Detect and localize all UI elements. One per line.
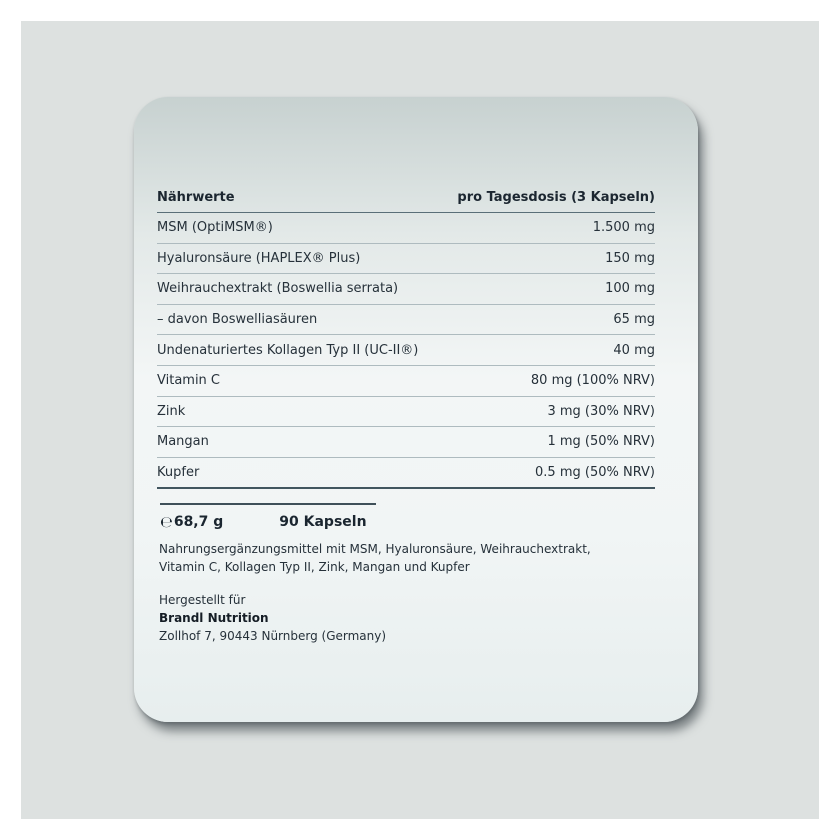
nutrient-amount: 80 mg (100% NRV) [530, 373, 655, 389]
package-info [160, 513, 367, 531]
nutrient-amount: 0.5 mg (50% NRV) [535, 465, 655, 481]
description-line: Vitamin C, Kollagen Typ II, Zink, Mangan und Kupfer [159, 560, 470, 574]
nutrient-name: Weihrauchextrakt (Boswellia serrata) [157, 281, 399, 297]
nutrient-amount: 65 mg [613, 312, 655, 328]
nutrient-name: – davon Boswelliasäuren [157, 312, 318, 328]
table-row [157, 397, 655, 428]
manufacturer-block [159, 591, 386, 645]
estimated-sign-icon: ℮ [160, 513, 173, 531]
table-row [157, 244, 655, 275]
manufactured-for-label: Hergestellt für [159, 593, 246, 607]
capsule-count: 90 Kapseln [279, 514, 367, 530]
nutrient-name: Hyaluronsäure (HAPLEX® Plus) [157, 250, 361, 266]
divider-rule [160, 503, 376, 505]
company-address: Zollhof 7, 90443 Nürnberg (Germany) [159, 629, 387, 643]
table-row [157, 427, 655, 458]
nutrient-amount: 150 mg [605, 250, 655, 266]
net-weight: 68,7 g [173, 514, 224, 530]
nutrient-name: MSM (OptiMSM®) [157, 220, 273, 236]
table-row [157, 458, 655, 490]
header-daily-dose: pro Tagesdosis (3 Kapseln) [457, 189, 655, 205]
nutrient-amount: 3 mg (30% NRV) [547, 403, 655, 419]
nutrient-name: Zink [157, 403, 186, 419]
table-row [157, 335, 655, 366]
nutrient-name: Mangan [157, 434, 209, 450]
nutrient-amount: 1.500 mg [592, 220, 655, 236]
header-nutrients: Nährwerte [157, 189, 235, 205]
description-line: Nahrungsergänzungsmittel mit MSM, Hyaluronsäure, Weihrauchextrakt, [159, 542, 591, 556]
product-description [159, 540, 659, 576]
nutrient-amount: 1 mg (50% NRV) [547, 434, 655, 450]
company-name: Brandl Nutrition [159, 611, 269, 625]
nutrient-name: Undenaturiertes Kollagen Typ II (UC-II®) [157, 342, 419, 358]
nutrient-name: Kupfer [157, 465, 200, 481]
table-row [157, 305, 655, 336]
table-header [157, 182, 655, 213]
nutrient-amount: 40 mg [613, 342, 655, 358]
table-row [157, 274, 655, 305]
nutrition-table [157, 182, 655, 489]
nutrient-amount: 100 mg [605, 281, 655, 297]
table-row [157, 213, 655, 244]
table-row [157, 366, 655, 397]
nutrient-name: Vitamin C [157, 373, 221, 389]
